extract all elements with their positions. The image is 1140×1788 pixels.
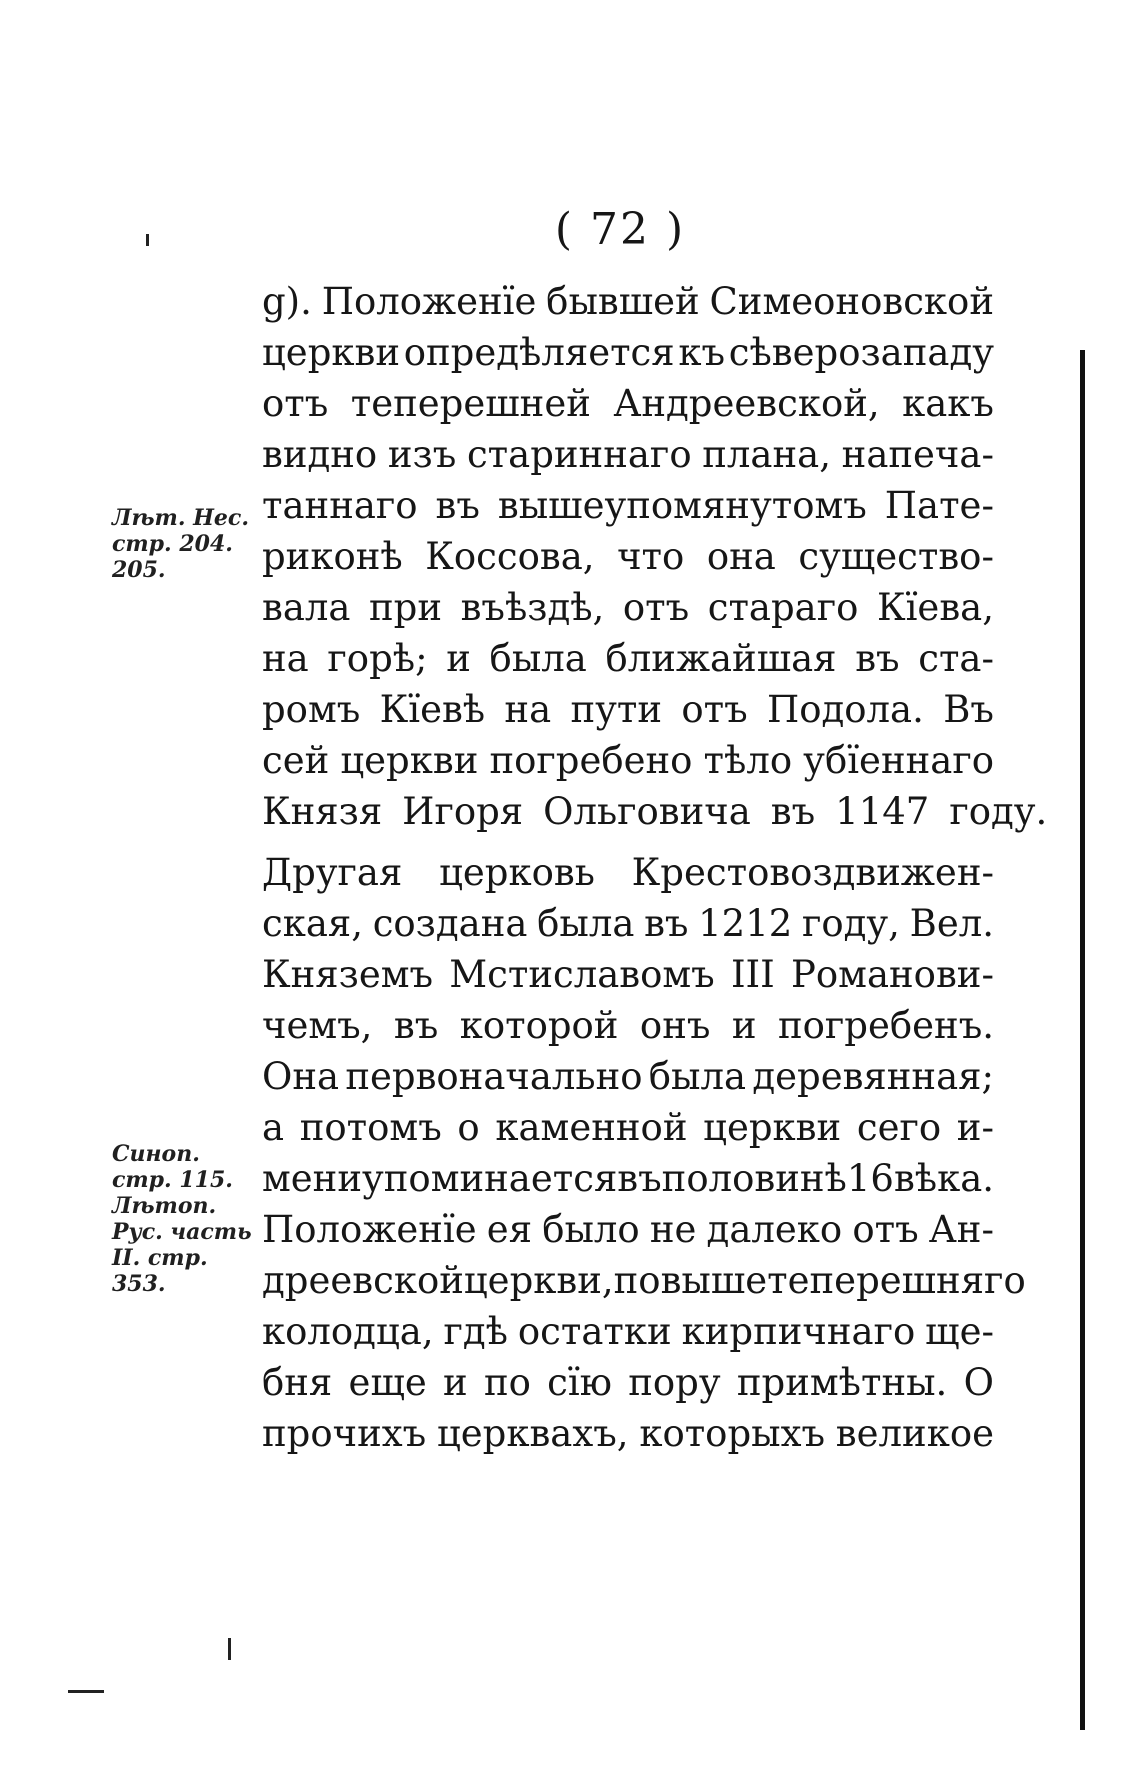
text-line <box>262 684 994 735</box>
word: ея <box>486 1208 533 1251</box>
word: 1147 <box>835 790 930 833</box>
word: была <box>537 902 635 945</box>
word: теперешней <box>350 382 591 425</box>
word: ромъ <box>262 688 361 731</box>
word: въ <box>770 790 816 833</box>
word: была <box>648 1055 747 1098</box>
word: ще- <box>925 1310 994 1353</box>
word: Положенїе <box>321 280 537 323</box>
text-line <box>262 1306 994 1357</box>
word: далеко <box>706 1208 843 1251</box>
word: стараго <box>707 586 859 629</box>
text-line <box>262 1255 1026 1306</box>
word: Другая <box>262 851 403 894</box>
word: убїеннаго <box>803 739 994 782</box>
word: половинѣ <box>661 1157 847 1200</box>
word: III <box>730 953 775 996</box>
text-line <box>262 898 994 949</box>
word: а <box>262 1106 285 1149</box>
word: какъ <box>902 382 994 425</box>
word: что <box>617 535 685 578</box>
word: ближайшая <box>605 637 837 680</box>
word: въѣздѣ, <box>460 586 605 629</box>
word: Пате- <box>884 484 994 527</box>
word: выше <box>660 1259 768 1302</box>
word: на <box>262 637 309 680</box>
word: таннаго <box>262 484 418 527</box>
word: сѣверозападу <box>728 331 994 374</box>
word: Ольговича <box>543 790 751 833</box>
word: по <box>613 1259 661 1302</box>
word: было <box>542 1208 640 1251</box>
word: Князя <box>262 790 383 833</box>
word: онъ <box>639 1004 711 1047</box>
word: гдѣ <box>443 1310 508 1353</box>
word: Подола. <box>766 688 924 731</box>
word: Андреевской, <box>613 382 880 425</box>
text-line <box>262 1357 994 1408</box>
word: горѣ; <box>327 637 428 680</box>
text-line <box>262 582 994 633</box>
text-line <box>262 1051 994 1102</box>
word: къ <box>678 331 726 374</box>
page-edge-rule <box>1080 350 1085 1730</box>
word: великое <box>835 1412 994 1455</box>
word: пору <box>628 1361 721 1404</box>
margin-note-line: стр. 115. <box>112 1167 233 1193</box>
word: сего <box>856 1106 942 1149</box>
word: сїю <box>547 1361 612 1404</box>
word: сей <box>262 739 330 782</box>
word: Кїевѣ <box>379 688 486 731</box>
word: Ан- <box>928 1208 994 1251</box>
margin-note <box>112 1141 262 1297</box>
word: видно <box>262 433 378 476</box>
word: существо- <box>798 535 994 578</box>
word: теперешняго <box>767 1259 1026 1302</box>
word: 1212 <box>698 902 793 945</box>
word: и <box>731 1004 757 1047</box>
word: отъ <box>262 382 329 425</box>
word: риконѣ <box>262 535 403 578</box>
page-number: ( 72 ) <box>554 204 686 255</box>
margin-note-line: II. стр. <box>112 1245 208 1271</box>
text-line <box>262 378 994 429</box>
text-line <box>262 786 1048 837</box>
word: церкви <box>262 331 400 374</box>
word: Она <box>262 1055 340 1098</box>
word: она <box>706 535 776 578</box>
word: была <box>489 637 587 680</box>
word: Положенїе <box>262 1208 477 1251</box>
word: въ <box>393 1004 439 1047</box>
word: пути <box>570 688 663 731</box>
word: Крестовоздвижен- <box>631 851 994 894</box>
word: остатки <box>517 1310 672 1353</box>
margin-note-line: 353. <box>112 1271 166 1297</box>
word: въ <box>435 484 480 527</box>
word: Романови- <box>791 953 994 996</box>
word: церкви <box>340 739 479 782</box>
word: и <box>443 1361 468 1404</box>
word: чемъ, <box>262 1004 373 1047</box>
word: въ <box>855 637 900 680</box>
word: примѣтны. <box>736 1361 948 1404</box>
word: отъ <box>622 586 690 629</box>
margin-note-line: Лѣт. Нес. <box>112 505 249 531</box>
word: бня <box>262 1361 333 1404</box>
word: кирпичнаго <box>681 1310 916 1353</box>
text-line <box>262 1408 994 1459</box>
word: не <box>649 1208 697 1251</box>
word: ста- <box>918 637 994 680</box>
word: церкви <box>703 1106 842 1149</box>
margin-note-line: 205. <box>112 557 166 583</box>
word: Въ <box>943 688 994 731</box>
word: вышеупомянутомъ <box>497 484 867 527</box>
margin-note-line: Лѣтоп. <box>112 1193 217 1219</box>
word: дреевской <box>262 1259 464 1302</box>
word: Мстиславомъ <box>449 953 715 996</box>
text-line <box>262 1153 994 1204</box>
word: году. <box>949 790 1048 833</box>
word: деревянная; <box>752 1055 994 1098</box>
word: Симеоновской <box>709 280 994 323</box>
word: которой <box>459 1004 619 1047</box>
word: церкви, <box>463 1259 614 1302</box>
body-text <box>262 276 1048 1459</box>
text-line <box>262 429 994 480</box>
word: тѣло <box>703 739 793 782</box>
word: упоминается <box>362 1157 618 1200</box>
text-line <box>262 1102 994 1153</box>
word: ская, <box>262 902 364 945</box>
margin-note-line: Рус. часть <box>112 1219 252 1245</box>
word: бывшей <box>546 280 700 323</box>
word: на <box>504 688 552 731</box>
word: О <box>963 1361 994 1404</box>
word: погребено <box>489 739 693 782</box>
word: создана <box>372 902 528 945</box>
text-line <box>262 480 994 531</box>
word: отъ <box>681 688 748 731</box>
word: Вел. <box>909 902 994 945</box>
margin-note <box>112 505 262 583</box>
text-line <box>262 531 994 582</box>
word: потомъ <box>299 1106 442 1149</box>
word: 16вѣка. <box>846 1157 995 1200</box>
word: о <box>457 1106 480 1149</box>
margin-note-line: стр. 204. <box>112 531 233 557</box>
word: Коссова, <box>425 535 595 578</box>
text-line <box>262 1000 994 1051</box>
word: g). <box>262 280 312 323</box>
word: прочихъ <box>262 1412 427 1455</box>
text-line <box>262 949 994 1000</box>
word: плана, <box>702 433 831 476</box>
text-line <box>262 735 994 786</box>
word: мени <box>262 1157 362 1200</box>
scan-mark <box>228 1638 231 1660</box>
scan-mark <box>146 234 149 246</box>
word: по <box>483 1361 531 1404</box>
word: Игоря <box>402 790 524 833</box>
word: вала <box>262 586 351 629</box>
word: стариннаго <box>466 433 692 476</box>
scan-mark <box>68 1690 104 1693</box>
word: первоначально <box>345 1055 643 1098</box>
word: отъ <box>852 1208 919 1251</box>
word: опредѣляется <box>403 331 675 374</box>
word: Княземъ <box>262 953 434 996</box>
word: и- <box>956 1106 994 1149</box>
text-line <box>262 327 994 378</box>
word: изъ <box>387 433 457 476</box>
word: церквахъ, <box>436 1412 629 1455</box>
text-line <box>262 633 994 684</box>
text-line <box>262 847 994 898</box>
word: которыхъ <box>639 1412 825 1455</box>
text-line <box>262 276 994 327</box>
word: Кїева, <box>876 586 994 629</box>
word: колодца, <box>262 1310 434 1353</box>
margin-note-line: Синоп. <box>112 1141 200 1167</box>
word: напеча- <box>841 433 994 476</box>
word: еще <box>348 1361 427 1404</box>
word: въ <box>644 902 689 945</box>
word: каменной <box>495 1106 688 1149</box>
word: и <box>446 637 471 680</box>
word: при <box>369 586 443 629</box>
word: году, <box>801 902 900 945</box>
word: въ <box>617 1157 662 1200</box>
text-line <box>262 1204 994 1255</box>
word: церковь <box>439 851 595 894</box>
word: погребенъ. <box>777 1004 994 1047</box>
